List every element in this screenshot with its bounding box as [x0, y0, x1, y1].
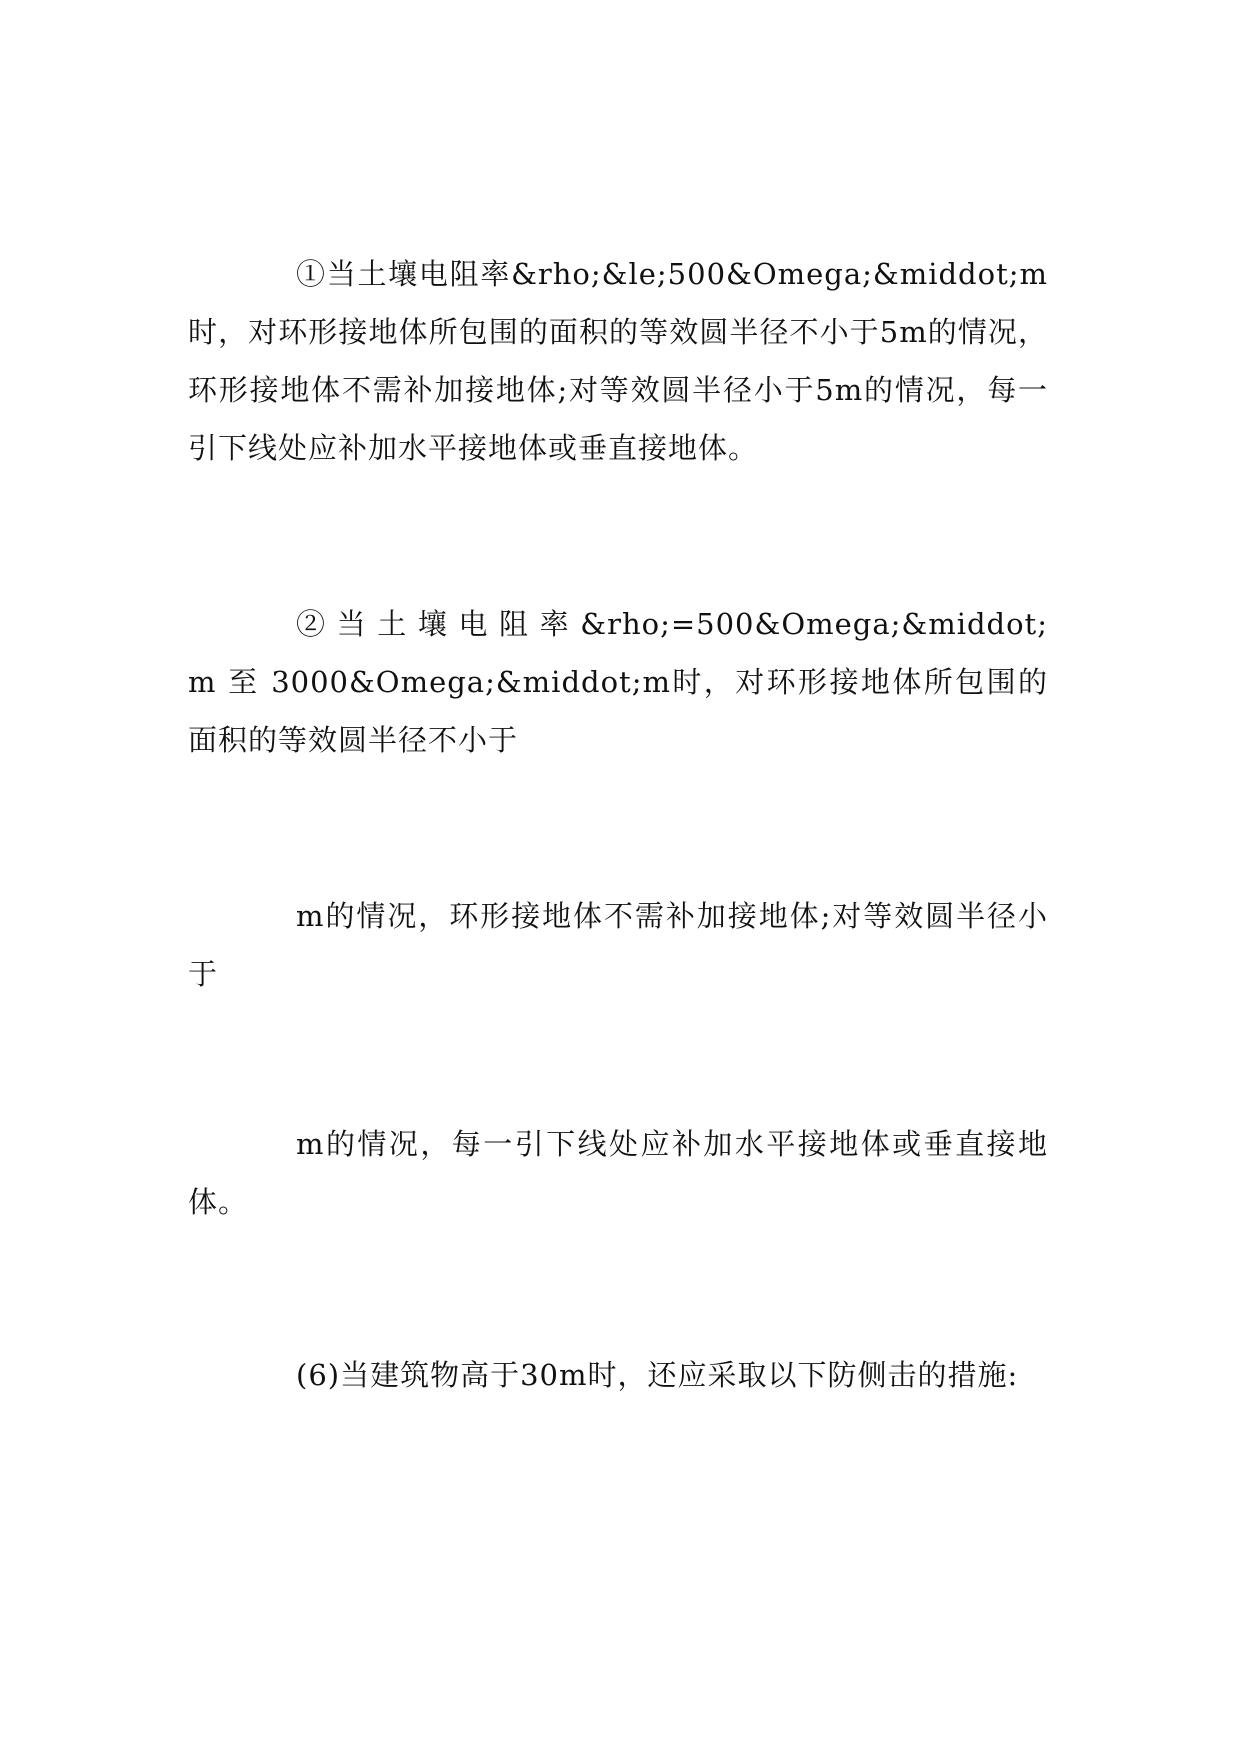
- paragraph-side-strike-measures: (6)当建筑物高于30m时，还应采取以下防侧击的措施:: [296, 1358, 1019, 1392]
- paragraph-soil-resistivity-low: ①当土壤电阻率&rho;&le;500&Omega;&middot;m时，对环形接地体所包围的面积的等效圆半径不小于5m的情况，环形接地体不需补加接地体;对等效圆半径小于5m的情况，每一引下线处应补加水平接地体或垂直接地体。: [188, 257, 1048, 465]
- paragraph-soil-resistivity-mid: ② 当 土 壤 电 阻 率 &rho;=500&Omega;&middot;m 至 3000&Omega;&middot;m时，对环形接地体所包围的面积的等效圆半径不小于: [188, 607, 1048, 757]
- paragraph-ring-no-supplement: m的情况，环形接地体不需补加接地体;对等效圆半径小于: [188, 899, 1048, 991]
- paragraph-downlead-supplement: m的情况，每一引下线处应补加水平接地体或垂直接地体。: [188, 1127, 1048, 1219]
